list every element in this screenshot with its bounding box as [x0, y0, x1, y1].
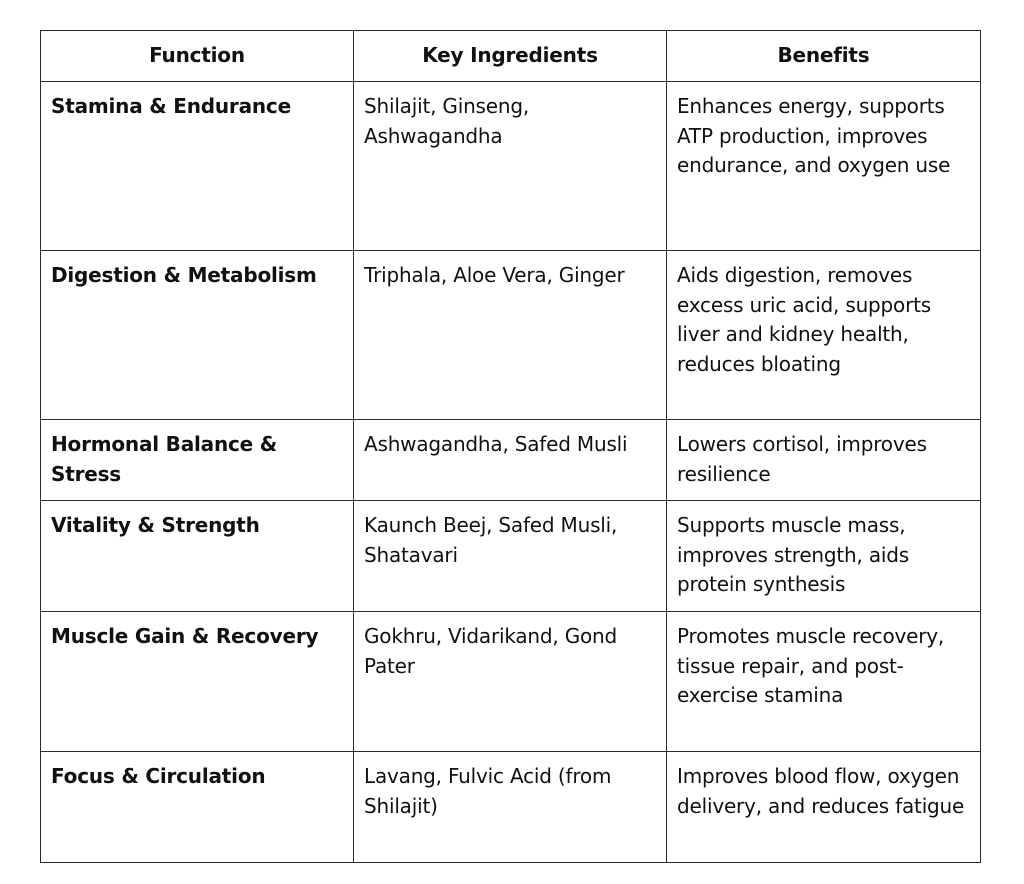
table-row — [41, 251, 981, 420]
function-cell: Digestion & Metabolism — [41, 251, 354, 420]
ingredients-cell: Shilajit, Ginseng, Ashwagandha — [354, 82, 667, 251]
ingredients-table-container — [40, 30, 981, 863]
benefits-cell: Promotes muscle recovery, tissue repair, and post-exercise stamina — [667, 612, 981, 752]
table-row — [41, 752, 981, 863]
header-function: Function — [41, 31, 354, 82]
ingredients-cell: Lavang, Fulvic Acid (from Shilajit) — [354, 752, 667, 863]
table-row — [41, 420, 981, 501]
ingredients-cell: Gokhru, Vidarikand, Gond Pater — [354, 612, 667, 752]
table-row — [41, 501, 981, 612]
header-benefits: Benefits — [667, 31, 981, 82]
benefits-cell: Enhances energy, supports ATP production, improves endurance, and oxygen use — [667, 82, 981, 251]
ingredients-table — [40, 30, 981, 863]
function-cell: Focus & Circulation — [41, 752, 354, 863]
table-row — [41, 82, 981, 251]
header-key-ingredients: Key Ingredients — [354, 31, 667, 82]
table-row — [41, 612, 981, 752]
benefits-cell: Supports muscle mass, improves strength, aids protein synthesis — [667, 501, 981, 612]
function-cell: Vitality & Strength — [41, 501, 354, 612]
ingredients-cell: Ashwagandha, Safed Musli — [354, 420, 667, 501]
ingredients-cell: Triphala, Aloe Vera, Ginger — [354, 251, 667, 420]
function-cell: Muscle Gain & Recovery — [41, 612, 354, 752]
benefits-cell: Lowers cortisol, improves resilience — [667, 420, 981, 501]
table-header-row — [41, 31, 981, 82]
benefits-cell: Aids digestion, removes excess uric acid, supports liver and kidney health, reduces bloating — [667, 251, 981, 420]
function-cell: Hormonal Balance & Stress — [41, 420, 354, 501]
benefits-cell: Improves blood flow, oxygen delivery, and reduces fatigue — [667, 752, 981, 863]
function-cell: Stamina & Endurance — [41, 82, 354, 251]
ingredients-cell: Kaunch Beej, Safed Musli, Shatavari — [354, 501, 667, 612]
